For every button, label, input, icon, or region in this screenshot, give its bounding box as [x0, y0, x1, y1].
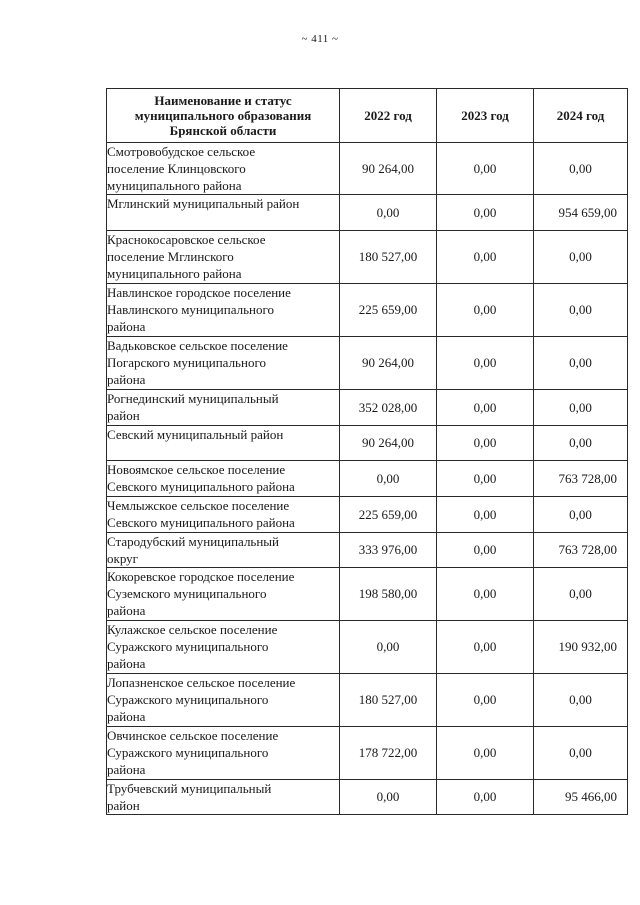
municipality-name	[107, 426, 340, 461]
municipality-name-line: Севского муниципального района	[107, 479, 295, 494]
municipality-name-line: Смотровобудское сельское	[107, 144, 256, 159]
municipality-name-line: района	[107, 709, 146, 724]
amount-2023: 0,00	[437, 621, 534, 674]
amount-2022: 198 580,00	[340, 568, 437, 621]
amount-2024: 954 659,00	[534, 195, 628, 231]
municipality-name-line: Суземского муниципального	[107, 586, 267, 601]
amount-2022: 180 527,00	[340, 231, 437, 284]
municipality-name-line: Чемлыжское сельское поселение	[107, 498, 290, 513]
amount-2022: 0,00	[340, 461, 437, 497]
amount-2022: 178 722,00	[340, 727, 437, 780]
municipality-name-line: района	[107, 372, 146, 387]
municipality-name	[107, 780, 340, 815]
municipality-name	[107, 284, 340, 337]
amount-2024: 763 728,00	[534, 533, 628, 568]
municipality-name	[107, 568, 340, 621]
municipality-name-line: район	[107, 798, 140, 813]
amount-2024: 0,00	[534, 674, 628, 727]
municipality-name	[107, 674, 340, 727]
municipality-name-line: поселение Мглинского	[107, 249, 234, 264]
municipality-name	[107, 727, 340, 780]
amount-2023: 0,00	[437, 533, 534, 568]
table-row	[107, 461, 628, 497]
municipality-name	[107, 195, 340, 231]
amount-2022: 90 264,00	[340, 143, 437, 195]
amount-2023: 0,00	[437, 780, 534, 815]
table-row	[107, 568, 628, 621]
amount-2022: 0,00	[340, 195, 437, 231]
amount-2023: 0,00	[437, 727, 534, 780]
table-row	[107, 143, 628, 195]
amount-2024: 0,00	[534, 337, 628, 390]
amount-2022: 352 028,00	[340, 390, 437, 426]
amount-2024: 0,00	[534, 231, 628, 284]
table-row	[107, 284, 628, 337]
amount-2022: 0,00	[340, 621, 437, 674]
municipality-name	[107, 497, 340, 533]
municipality-name-line: района	[107, 603, 146, 618]
municipality-name	[107, 231, 340, 284]
table-row	[107, 426, 628, 461]
amount-2023: 0,00	[437, 337, 534, 390]
table-row	[107, 497, 628, 533]
municipality-name-line: муниципального района	[107, 178, 242, 193]
table-row	[107, 674, 628, 727]
municipality-name-line: муниципального района	[107, 266, 242, 281]
municipality-name-line: Рогнединский муниципальный	[107, 391, 279, 406]
municipality-name-line: Кулажское сельское поселение	[107, 622, 278, 637]
municipality-name-line: района	[107, 762, 146, 777]
header-2022: 2022 год	[340, 89, 437, 143]
municipality-name-line: Севский муниципальный район	[107, 427, 284, 442]
budget-table	[106, 88, 628, 815]
municipality-name	[107, 143, 340, 195]
municipality-name-line: Погарского муниципального	[107, 355, 266, 370]
header-name-line: Брянской области	[169, 123, 277, 138]
amount-2022: 225 659,00	[340, 284, 437, 337]
municipality-name-line: Суражского муниципального	[107, 745, 269, 760]
municipality-name	[107, 390, 340, 426]
table-row	[107, 727, 628, 780]
amount-2022: 180 527,00	[340, 674, 437, 727]
amount-2023: 0,00	[437, 284, 534, 337]
municipality-name-line: Суражского муниципального	[107, 692, 269, 707]
amount-2022: 333 976,00	[340, 533, 437, 568]
header-2024: 2024 год	[534, 89, 628, 143]
amount-2024: 0,00	[534, 568, 628, 621]
amount-2022: 0,00	[340, 780, 437, 815]
table-row	[107, 390, 628, 426]
table-row	[107, 195, 628, 231]
amount-2024: 0,00	[534, 143, 628, 195]
municipality-name-line: Навлинское городское поселение	[107, 285, 291, 300]
amount-2023: 0,00	[437, 231, 534, 284]
municipality-name-line: Трубчевский муниципальный	[107, 781, 272, 796]
municipality-name-line: Стародубский муниципальный	[107, 534, 280, 549]
header-municipality	[107, 89, 340, 143]
municipality-name	[107, 337, 340, 390]
amount-2024: 0,00	[534, 727, 628, 780]
table-row	[107, 231, 628, 284]
municipality-name-line: Суражского муниципального	[107, 639, 269, 654]
table-row	[107, 780, 628, 815]
page-number: ~ 411 ~	[301, 33, 339, 45]
header-row	[107, 89, 628, 143]
municipality-name-line: Навлинского муниципального	[107, 302, 274, 317]
table-row	[107, 533, 628, 568]
amount-2024: 0,00	[534, 390, 628, 426]
municipality-name	[107, 621, 340, 674]
amount-2022: 90 264,00	[340, 337, 437, 390]
municipality-name-line: района	[107, 656, 146, 671]
amount-2024: 0,00	[534, 284, 628, 337]
amount-2023: 0,00	[437, 390, 534, 426]
municipality-name-line: Краснокосаровское сельское	[107, 232, 266, 247]
amount-2023: 0,00	[437, 426, 534, 461]
amount-2023: 0,00	[437, 674, 534, 727]
municipality-name-line: округ	[107, 551, 138, 566]
amount-2023: 0,00	[437, 461, 534, 497]
municipality-name-line: Севского муниципального района	[107, 515, 295, 530]
municipality-name-line: Вадьковское сельское поселение	[107, 338, 288, 353]
municipality-name-line: Овчинское сельское поселение	[107, 728, 279, 743]
municipality-name-line: района	[107, 319, 146, 334]
amount-2023: 0,00	[437, 195, 534, 231]
amount-2023: 0,00	[437, 143, 534, 195]
municipality-name	[107, 533, 340, 568]
amount-2024: 0,00	[534, 426, 628, 461]
amount-2023: 0,00	[437, 568, 534, 621]
amount-2022: 90 264,00	[340, 426, 437, 461]
table-row	[107, 621, 628, 674]
header-name-line: Наименование и статус	[154, 93, 292, 108]
amount-2024: 95 466,00	[534, 780, 628, 815]
amount-2024: 190 932,00	[534, 621, 628, 674]
amount-2023: 0,00	[437, 497, 534, 533]
municipality-name-line: поселение Клинцовского	[107, 161, 246, 176]
amount-2022: 225 659,00	[340, 497, 437, 533]
municipality-name-line: Кокоревское городское поселение	[107, 569, 295, 584]
municipality-name-line: район	[107, 408, 140, 423]
amount-2024: 0,00	[534, 497, 628, 533]
amount-2024: 763 728,00	[534, 461, 628, 497]
municipality-name-line: Лопазненское сельское поселение	[107, 675, 296, 690]
municipality-name-line: Новоямское сельское поселение	[107, 462, 286, 477]
header-name-line: муниципального образования	[134, 108, 312, 123]
municipality-name-line: Мглинский муниципальный район	[107, 196, 300, 211]
header-2023: 2023 год	[437, 89, 534, 143]
table-row	[107, 337, 628, 390]
municipality-name	[107, 461, 340, 497]
